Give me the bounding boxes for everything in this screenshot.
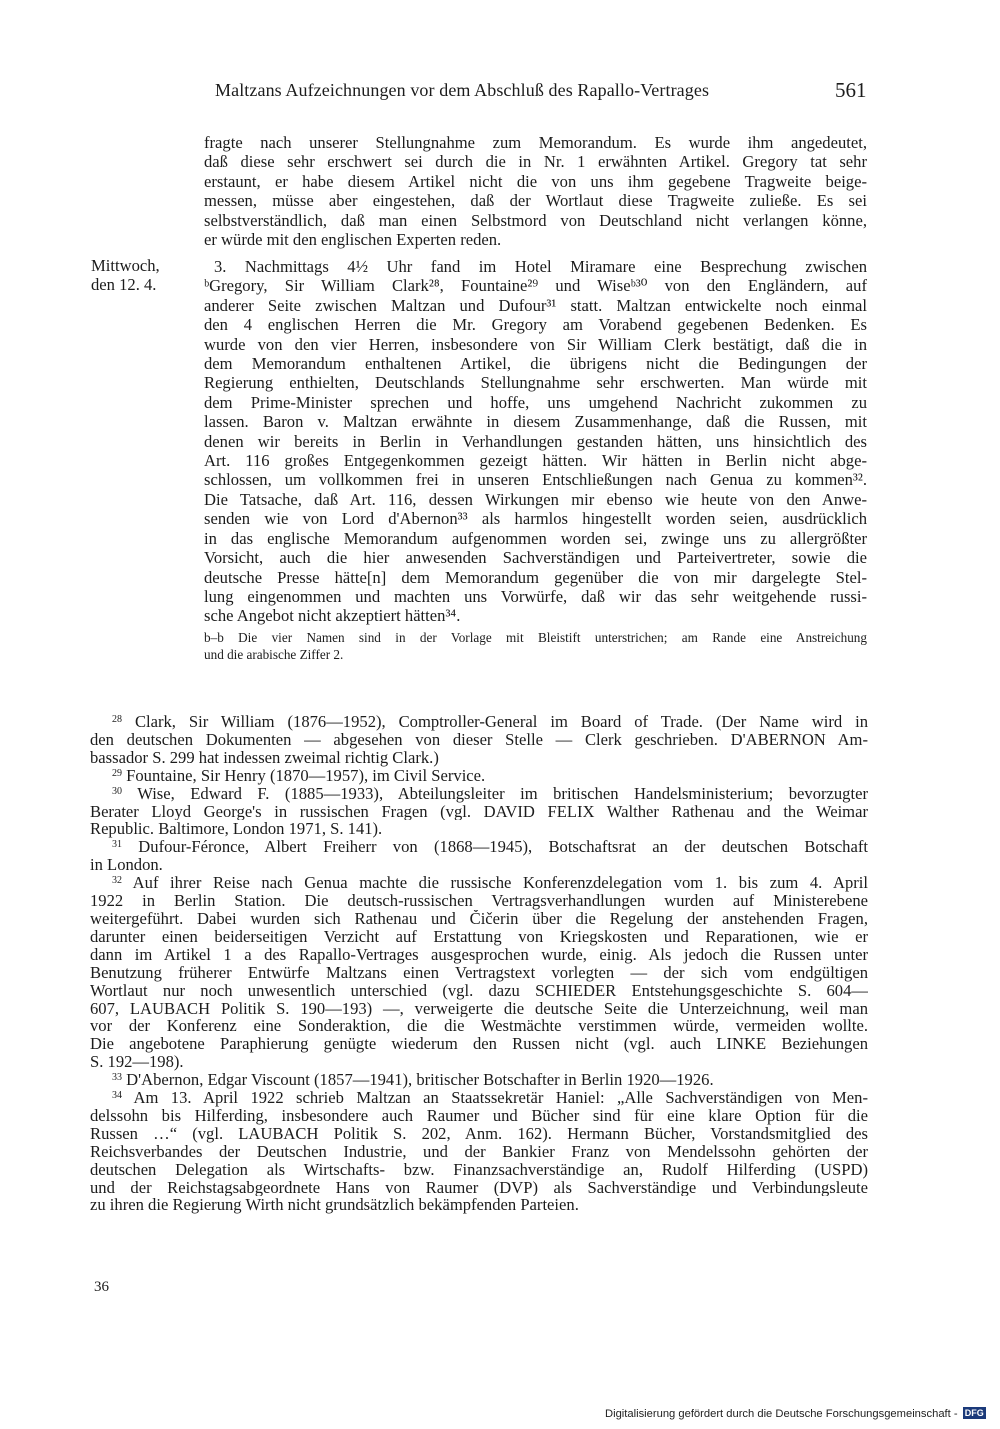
footnote-30 xyxy=(90,785,868,839)
text-line: daß diese sehr erschwert sei durch die in Nr. 1 erwähnten Artikel. Gregory tat sehr xyxy=(204,152,867,172)
text-line: dem Prime-Minister sprechen und hoffe, uns umgehend Nachricht zukommen zu xyxy=(204,392,867,412)
text-line: sche Angebot nicht akzeptiert hätten³⁴. xyxy=(204,606,461,626)
text-line: er würde mit den englischen Experten reden. xyxy=(204,230,502,250)
main-paragraph xyxy=(204,257,867,626)
margin-note-line: Mittwoch, xyxy=(91,256,160,275)
text-line: 3. Nachmittags 4½ Uhr fand im Hotel Miramare eine Besprechung zwischen xyxy=(214,257,867,276)
text-line: lassen. Baron v. Maltzan erwähnte in diesem Zusammenhange, daß die Russen, mit xyxy=(204,412,867,432)
footnote-32 xyxy=(90,874,868,1071)
footnote-marker: 31 xyxy=(112,839,122,851)
intro-paragraph xyxy=(204,133,867,249)
text-line: S. 192—198). xyxy=(90,1053,184,1072)
text-line: denen wir bereits in Berlin in Verhandlungen gestanden hätten, uns hinsichtlich des xyxy=(204,431,867,451)
text-line: 607, LAUBACH Politik S. 190—193) —, verweigerte die deutsche Seite die Unterzeichnung, weil man xyxy=(90,999,868,1018)
footnote-marker: 33 xyxy=(112,1072,122,1084)
footnote-34 xyxy=(90,1089,868,1214)
text-line: Russen …“ (vgl. LAUBACH Politik S. 202, Anm. 162). Hermann Bücher, Vorstandsmitglied des xyxy=(90,1124,868,1143)
footnote-text: Fountaine, Sir Henry (1870—1957), im Civil Service. xyxy=(126,766,486,785)
text-line: zu ihren die Regierung Wirth nicht grundsätzlich bekämpfenden Parteien. xyxy=(90,1196,579,1215)
footnote-marker: 28 xyxy=(112,714,122,725)
text-line: anderer Seite zwischen Maltzan und Dufour³¹ statt. Maltzan entwickelte noch einmal xyxy=(204,295,867,315)
text-line: Die angebotene Paraphierung genügte wiederum den Russen nicht (vgl. auch LINKE Beziehungen xyxy=(90,1035,868,1054)
text-line: weitergeführt. Dabei wurden sich Rathenau und Čičerin über die Regelung der anstehenden Fragen, xyxy=(90,909,868,928)
text-line xyxy=(90,1089,868,1107)
text-line: Berater Lloyd George's in russischen Fragen (vgl. DAVID FELIX Walther Rathenau and the Weimar xyxy=(90,802,868,821)
text-line: ᵇGregory, Sir William Clark²⁸, Fountaine²⁹ und Wiseᵇ³⁰ von den Engländern, auf xyxy=(204,276,867,296)
footnote-text: Auf ihrer Reise nach Genua machte die russische Konferenzdelegation vom 1. bis zum 4. April xyxy=(132,874,868,893)
text-line: deutschen Delegation als Wirtschafts- bzw. Finanzsachverständige an, Rudolf Hilferding (USPD) xyxy=(90,1160,868,1179)
text-line: Art. 116 großes Entgegenkommen gezeigt hätten. Wir hätten in Berlin nicht abge- xyxy=(204,451,867,471)
text-line: den 4 englischen Herren die Mr. Gregory am Vorabend gegebenen Bedenken. Es xyxy=(204,315,867,335)
dfg-logo: DFG xyxy=(964,1408,984,1418)
footnote-text: Am 13. April 1922 schrieb Maltzan an Staatssekretär Haniel: „Alle Sachverständigen von Men- xyxy=(133,1089,868,1107)
footnote-text: Dufour-Féronce, Albert Freiherr von (1868—1945), Botschaftsrat an der deutschen Botschaft xyxy=(138,838,868,857)
text-line: erstaunt, er habe diesem Artikel nicht die von uns ihm gegebene Tragweite beige- xyxy=(204,171,867,191)
text-line: dann im Artikel 1 a des Rapallo-Vertrages ausgesprochen wurde, einig. Als jedoch die Russen unter xyxy=(90,945,868,964)
text-line: bassador S. 299 hat indessen zweimal richtig Clark.) xyxy=(90,748,439,767)
footnote-text: Clark, Sir William (1876—1952), Comptroller-General im Board of Trade. (Der Name wird in xyxy=(134,713,868,731)
text-line xyxy=(90,838,868,856)
footnotes-section xyxy=(90,713,868,1214)
text-line: Vorsicht, auch die hier anwesenden Sachverständigen und Parteivertreter, sowie die xyxy=(204,548,867,568)
text-line: selbstverständlich, daß man einen Selbstmord von Deutschland nicht verlangen könne, xyxy=(204,210,867,230)
footnote-28 xyxy=(90,713,868,767)
text-line: fragte nach unserer Stellungnahme zum Memorandum. Es wurde ihm angedeutet, xyxy=(204,133,867,152)
text-line: messen, müsse aber eingestehen, daß der Wortlaut diese Tragweite zuließe. Es sei xyxy=(204,191,867,211)
text-line: darunter einen beiderseitigen Verzicht auf Erstattung von Kriegskosten und Reparationen, wie er xyxy=(90,927,868,946)
text-line: wurde von den vier Herren, insbesondere von Sir William Clerk bestätigt, daß die in xyxy=(204,334,867,354)
text-line: senden wie von Lord d'Abernon³³ als harmlos hingestellt worden seien, ausdrücklich xyxy=(204,509,867,529)
funding-footer xyxy=(605,1407,995,1425)
text-line: Wortlaut nur noch unwesentlich unterschied (vgl. dazu SCHIEDER Entstehungsgeschichte S. 604— xyxy=(90,981,868,1000)
footnote-33 xyxy=(90,1071,868,1089)
text-line: in London. xyxy=(90,856,163,875)
footnote-marker: 34 xyxy=(112,1090,122,1102)
margin-date-note xyxy=(91,256,191,295)
text-line xyxy=(90,785,868,803)
signature-mark: 36 xyxy=(94,1279,109,1295)
text-line xyxy=(90,767,868,785)
editorial-note xyxy=(204,630,867,663)
footnote-text: Wise, Edward F. (1885—1933), Abteilungsleiter im britischen Handelsministerium; bevorzugter xyxy=(137,784,868,803)
text-line: Benutzung früherer Entwürfe Maltzans einen Vertragstext vorlegten — der sich vom endgültigen xyxy=(90,963,868,982)
footnote-marker: 29 xyxy=(112,767,122,779)
text-line: den deutschen Dokumenten — abgesehen von dieser Stelle — Clerk geschrieben. D'ABERNON Am- xyxy=(90,730,868,749)
text-line: in das englische Memorandum aufgenommen worden sei, zwinge uns zu allergrößter xyxy=(204,528,867,548)
text-line: und der Reichstagsabgeordnete Hans von Raumer (DVP) als Sachverständige und Verbindungsleute xyxy=(90,1178,868,1197)
text-line xyxy=(90,713,868,731)
footnote-marker: 32 xyxy=(112,875,122,887)
text-line: schlossen, um vollkommen frei in unseren Entschließungen nach Genua zu kommen³². xyxy=(204,470,867,490)
text-line: 1922 in Berlin Station. Die deutsch-russischen Vertragsverhandlungen wurden auf Ministerebene xyxy=(90,892,868,910)
text-line xyxy=(90,874,868,892)
text-line: Reichsverbandes der Deutschen Industrie, und der Bankier Franz von Mendelssohn gehörten der xyxy=(90,1142,868,1161)
footnote-29 xyxy=(90,767,868,785)
text-line: Die Tatsache, daß Art. 116, dessen Wirkungen mir ebenso wie heute von den Anwe- xyxy=(204,489,867,509)
page-number: 561 xyxy=(835,78,867,102)
text-line: und die arabische Ziffer 2. xyxy=(204,646,344,662)
text-line: Regierung enthielten, Deutschlands Stellungnahme sehr erschwerten. Man würde mit xyxy=(204,373,867,393)
text-line: vor der Konferenz eine Sonderaktion, die die Westmächte verstimmen würde, vermeiden wollte. xyxy=(90,1017,868,1036)
text-line: b–b Die vier Namen sind in der Vorlage mit Bleistift unterstrichen; am Rande eine Anstreichung xyxy=(204,630,867,645)
footnote-marker: 30 xyxy=(112,785,122,797)
text-line xyxy=(90,1071,868,1089)
text-line: dem Memorandum enthaltenen Artikel, die übrigens nicht die Bedingungen der xyxy=(204,354,867,374)
footnote-31 xyxy=(90,838,868,874)
text-line: deutsche Presse hätte[n] dem Memorandum gegenüber die von mir dargelegte Stel- xyxy=(204,567,867,587)
margin-note-line: den 12. 4. xyxy=(91,275,157,295)
funding-text: Digitalisierung gefördert durch die Deutsche Forschungsgemeinschaft - xyxy=(605,1408,958,1420)
footnote-text: D'Abernon, Edgar Viscount (1857—1941), britischer Botschafter in Berlin 1920—1926. xyxy=(126,1071,714,1090)
text-line: Republic. Baltimore, London 1971, S. 141). xyxy=(90,820,383,839)
text-line: lung eingenommen und machten uns Vorwürfe, daß wir das sehr weitgehende russi- xyxy=(204,586,867,606)
running-title: Maltzans Aufzeichnungen vor dem Abschluß des Rapallo-Vertrages xyxy=(215,80,710,100)
text-line: delssohn bis Hilferding, insbesondere auch Raumer und Bücher sind für eine klare Option für die xyxy=(90,1106,868,1125)
